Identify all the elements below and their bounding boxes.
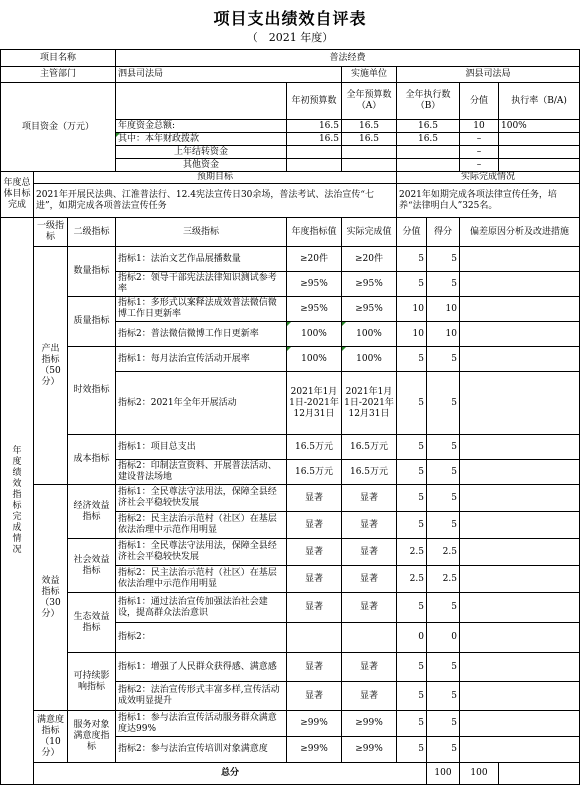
total-deviation-cell (499, 763, 580, 785)
target-value: 100% (287, 322, 342, 347)
deviation-cell (460, 322, 580, 347)
target-value: ≥99% (287, 711, 342, 737)
funds-rate: 100% (499, 120, 580, 133)
level3-text: 指标1：参与法治宣传活动服务群众满意度达99% (116, 711, 287, 737)
indicator-row (1, 435, 580, 460)
target-value (287, 623, 342, 653)
weight-value: 5 (397, 593, 427, 623)
weight-value: 5 (397, 460, 427, 485)
deviation-cell (460, 435, 580, 460)
funds-col-initial: 年初预算数 (287, 83, 342, 120)
target-value: 显著 (287, 593, 342, 623)
funds-row-name: 年度资金总额: (116, 120, 287, 133)
funds-annual (342, 159, 397, 172)
weight-value: 5 (397, 682, 427, 711)
col-level3: 三级指标 (116, 218, 287, 247)
actual-value: ≥99% (342, 737, 397, 763)
score-value: 2.5 (427, 539, 460, 566)
weight-value: 5 (397, 435, 427, 460)
indicators-header-row (1, 218, 580, 247)
funds-exec (397, 146, 460, 159)
actual-value: 100% (342, 322, 397, 347)
target-value: ≥99% (287, 737, 342, 763)
target-value: 显著 (287, 566, 342, 593)
score-value: 2.5 (427, 566, 460, 593)
evaluation-table (0, 49, 580, 785)
unit-label: 实施单位 (342, 67, 397, 83)
total-label: 总分 (34, 763, 427, 785)
actual-value: ≥95% (342, 297, 397, 322)
weight-value: 0 (397, 623, 427, 653)
unit-value: 泗县司法局 (397, 67, 580, 83)
deviation-cell (460, 566, 580, 593)
deviation-cell (460, 347, 580, 372)
target-value: 显著 (287, 653, 342, 682)
actual-value: 16.5万元 (342, 460, 397, 485)
weight-value: 10 (397, 297, 427, 322)
level3-text: 指标2：领导干部宪法法律知识测试参考率 (116, 272, 287, 297)
level3-text: 指标1：多形式以案释法成效普法微信微博工作日更新率 (116, 297, 287, 322)
deviation-cell (460, 653, 580, 682)
deviation-cell (460, 623, 580, 653)
target-value: 显著 (287, 485, 342, 512)
score-value: 5 (427, 593, 460, 623)
score-value: 5 (427, 347, 460, 372)
actual-value (342, 623, 397, 653)
funds-initial: 16.5 (287, 120, 342, 133)
funds-col-rate: 执行率（B/A) (499, 83, 580, 120)
weight-value: 5 (397, 737, 427, 763)
project-name-row (1, 50, 580, 67)
level3-text: 指标1：全民尊法守法用法，保障全县经济社会平稳较快发展 (116, 539, 287, 566)
deviation-cell (460, 593, 580, 623)
weight-value: 2.5 (397, 566, 427, 593)
funds-annual (342, 146, 397, 159)
level2-label: 时效指标 (68, 347, 116, 435)
score-value: 5 (427, 460, 460, 485)
level3-text: 指标2：普法微信微博工作日更新率 (116, 322, 287, 347)
weight-value: 5 (397, 653, 427, 682)
indicator-row (1, 297, 580, 322)
target-value: 显著 (287, 682, 342, 711)
score-value: 10 (427, 297, 460, 322)
weight-value: 2.5 (397, 539, 427, 566)
funds-row-name: 其中：本年财政拨款 (116, 133, 287, 146)
dept-label: 主管部门 (1, 67, 116, 83)
funds-score-val: – (460, 159, 499, 172)
target-value: ≥95% (287, 272, 342, 297)
total-row (1, 763, 580, 785)
funds-annual: 16.5 (342, 133, 397, 146)
actual-value: ≥20件 (342, 247, 397, 272)
funds-rate (499, 159, 580, 172)
col-value: 分值 (397, 218, 427, 247)
project-name-value: 普法经费 (116, 50, 580, 67)
effect-indicator-label: 效益指标（30分） (34, 485, 68, 711)
weight-value: 5 (397, 247, 427, 272)
target-value: 16.5万元 (287, 460, 342, 485)
level2-label: 经济效益指标 (68, 485, 116, 539)
funds-exec (397, 159, 460, 172)
funds-exec: 16.5 (397, 133, 460, 146)
deviation-cell (460, 737, 580, 763)
level2-label: 成本指标 (68, 435, 116, 485)
weight-value: 5 (397, 372, 427, 435)
score-value: 5 (427, 272, 460, 297)
funds-initial (287, 146, 342, 159)
goals-label: 年度总体目标完成 (1, 172, 34, 218)
col-deviation: 偏差原因分析及改进措施 (460, 218, 580, 247)
weight-value: 5 (397, 272, 427, 297)
level3-text: 指标2：印制法宣资料、开展普法活动、建设普法场地 (116, 460, 287, 485)
target-value: ≥20件 (287, 247, 342, 272)
level3-text: 指标2： (116, 623, 287, 653)
actual-value: 16.5万元 (342, 435, 397, 460)
deviation-cell (460, 372, 580, 435)
col-target: 年度指标值 (287, 218, 342, 247)
funds-score-val: – (460, 133, 499, 146)
actual-value: 显著 (342, 682, 397, 711)
funds-rate (499, 133, 580, 146)
target-value: ≥95% (287, 297, 342, 322)
level2-label: 可持续影响指标 (68, 653, 116, 711)
goals-header-row (1, 172, 580, 184)
actual-value: 显著 (342, 593, 397, 623)
funds-score-val: – (460, 146, 499, 159)
level2-label: 社会效益指标 (68, 539, 116, 593)
level3-text: 指标1：增强了人民群众获得感、满意感 (116, 653, 287, 682)
score-value: 5 (427, 247, 460, 272)
score-value: 5 (427, 485, 460, 512)
actual-value: ≥99% (342, 711, 397, 737)
funds-row-name: 其他资金 (116, 159, 287, 172)
indicator-row (1, 653, 580, 682)
dept-value: 泗县司法局 (116, 67, 342, 83)
total-weight: 100 (427, 763, 460, 785)
level2-label: 生态效益指标 (68, 593, 116, 653)
deviation-cell (460, 272, 580, 297)
funds-col-annual: 全年预算数（A） (342, 83, 397, 120)
expected-goal-text: 2021年开展民法典、江淮普法行、12.4宪法宣传日30余场，普法考试、法治宣传“七进”，如期完成各项普法宣传任务 (34, 184, 397, 218)
level3-text: 指标2：民主法治示范村（社区）在基层依法治理中示范作用明显 (116, 512, 287, 539)
col-level2: 二级指标 (68, 218, 116, 247)
deviation-cell (460, 711, 580, 737)
funds-exec: 16.5 (397, 120, 460, 133)
score-value: 5 (427, 682, 460, 711)
deviation-cell (460, 539, 580, 566)
indicator-row (1, 593, 580, 623)
score-value: 5 (427, 711, 460, 737)
deviation-cell (460, 512, 580, 539)
target-value: 显著 (287, 512, 342, 539)
indicator-row (1, 539, 580, 566)
score-value: 5 (427, 372, 460, 435)
deviation-cell (460, 682, 580, 711)
score-value: 10 (427, 322, 460, 347)
indicators-side-label: 年度绩效指标完成情况 (1, 218, 34, 785)
level2-label: 服务对象满意度指标 (68, 711, 116, 763)
level3-text: 指标2：法治宣传形式丰富多样,宣传活动成效明显提升 (116, 682, 287, 711)
level2-label: 数量指标 (68, 247, 116, 297)
actual-value: 显著 (342, 512, 397, 539)
deviation-cell (460, 297, 580, 322)
actual-value: 100% (342, 347, 397, 372)
target-value: 100% (287, 347, 342, 372)
page-title: 项目支出绩效自评表 (213, 9, 367, 28)
actual-value: 2021年1月1日-2021年12月31日 (342, 372, 397, 435)
score-value: 0 (427, 623, 460, 653)
target-value: 2021年1月1日-2021年12月31日 (287, 372, 342, 435)
deviation-cell (460, 485, 580, 512)
level3-text: 指标1：通过法治宣传加强法治社会建设，提高群众法治意识 (116, 593, 287, 623)
funds-row-name: 上年结转资金 (116, 146, 287, 159)
col-actual: 实际完成值 (342, 218, 397, 247)
level3-text: 指标1：每月法治宣传活动开展率 (116, 347, 287, 372)
target-value: 显著 (287, 539, 342, 566)
project-name-label: 项目名称 (1, 50, 116, 67)
dept-row (1, 67, 580, 83)
total-score: 100 (460, 763, 499, 785)
funds-label: 项目资金（万元） (1, 83, 116, 172)
level3-text: 指标2：2021年全年开展活动 (116, 372, 287, 435)
goals-row (1, 184, 580, 218)
actual-value: 显著 (342, 539, 397, 566)
level3-text: 指标1：全民尊法守法用法，保障全县经济社会平稳较快发展 (116, 485, 287, 512)
weight-value: 5 (397, 512, 427, 539)
weight-value: 5 (397, 347, 427, 372)
indicator-row (1, 247, 580, 272)
col-level1: 一级指标 (34, 218, 68, 247)
indicator-row (1, 347, 580, 372)
funds-col-exec: 全年执行数（B） (397, 83, 460, 120)
score-value: 5 (427, 435, 460, 460)
col-score: 得分 (427, 218, 460, 247)
target-value: 16.5万元 (287, 435, 342, 460)
level3-text: 指标2：民主法治示范村（社区）在基层依法治理中示范作用明显 (116, 566, 287, 593)
deviation-cell (460, 247, 580, 272)
output-indicator-label: 产出指标（50分） (34, 247, 68, 485)
weight-value: 5 (397, 485, 427, 512)
funds-initial: 16.5 (287, 133, 342, 146)
funds-initial (287, 159, 342, 172)
level3-text: 指标2：参与法治宣传培训对象满意度 (116, 737, 287, 763)
score-value: 5 (427, 653, 460, 682)
actual-goal-text: 2021年如期完成各项法律宣传任务，培养“法律明白人”325名。 (397, 184, 580, 218)
satisfaction-indicator-label: 满意度指标（10分） (34, 711, 68, 763)
expected-goal-label: 预期目标 (34, 172, 397, 184)
level2-label: 质量指标 (68, 297, 116, 347)
indicator-row (1, 711, 580, 737)
actual-goal-label: 实际完成情况 (397, 172, 580, 184)
score-value: 5 (427, 512, 460, 539)
weight-value: 5 (397, 711, 427, 737)
funds-rate (499, 146, 580, 159)
funds-header-row (1, 83, 580, 120)
actual-value: ≥95% (342, 272, 397, 297)
score-value: 5 (427, 737, 460, 763)
weight-value: 10 (397, 322, 427, 347)
actual-value: 显著 (342, 566, 397, 593)
actual-value: 显著 (342, 485, 397, 512)
indicator-row (1, 485, 580, 512)
funds-score-val: 10 (460, 120, 499, 133)
deviation-cell (460, 460, 580, 485)
level3-text: 指标1：项目总支出 (116, 435, 287, 460)
actual-value: 显著 (342, 653, 397, 682)
funds-annual: 16.5 (342, 120, 397, 133)
report-year: （ 2021 年度） (246, 31, 334, 44)
funds-col-score-val: 分值 (460, 83, 499, 120)
level3-text: 指标1：法治文艺作品展播数量 (116, 247, 287, 272)
